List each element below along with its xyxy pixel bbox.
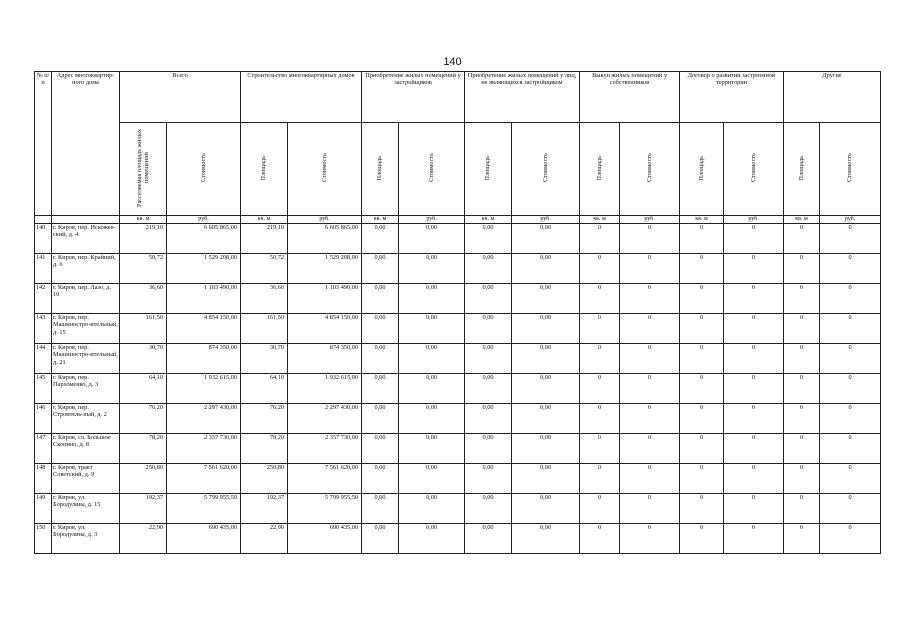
table-row	[35, 314, 881, 344]
row-acq-dev-cost: 0,00	[399, 314, 465, 344]
table-row	[35, 404, 881, 434]
row-acq-dev-cost: 0,00	[399, 464, 465, 494]
row-area: 250,80	[120, 464, 167, 494]
row-buyout-cost: 0	[620, 464, 680, 494]
row-other-cost: 0	[820, 254, 881, 284]
row-buyout-cost: 0	[620, 374, 680, 404]
row-acq-dev-cost: 0,00	[399, 434, 465, 464]
row-other-area: 0	[784, 224, 820, 254]
header-total: Всего	[120, 72, 241, 123]
row-acq-nondev-cost: 0,00	[512, 464, 580, 494]
row-cost: 1 529 208,00	[167, 254, 241, 284]
row-acq-dev-cost: 0,00	[399, 344, 465, 374]
header-address: Адрес многоквартир-ного дома	[52, 72, 120, 216]
row-other-area: 0	[784, 254, 820, 284]
row-other-cost: 0	[820, 404, 881, 434]
row-address: г. Киров, пер. Искожев-ский, д. 4	[52, 224, 120, 254]
row-acq-dev-cost: 0,00	[399, 224, 465, 254]
row-acq-nondev-cost: 0,00	[512, 524, 580, 554]
row-area: 76,20	[120, 404, 167, 434]
row-buyout-cost: 0	[620, 224, 680, 254]
row-other-area: 0	[784, 344, 820, 374]
row-acq-dev-cost: 0,00	[399, 524, 465, 554]
row-num: 148	[35, 464, 52, 494]
row-buyout-cost: 0	[620, 434, 680, 464]
table-row	[35, 374, 881, 404]
header-dev-contract: Договор о развитии застроенной территории	[680, 72, 784, 123]
row-construction-cost: 2 297 430,00	[288, 404, 362, 434]
table-row	[35, 524, 881, 554]
row-acq-dev-cost: 0,00	[399, 404, 465, 434]
row-buyout-area: 0	[580, 494, 620, 524]
row-dev-contract-cost: 0	[724, 524, 784, 554]
subheader-area: Площадь	[784, 123, 820, 216]
row-other-cost: 0	[820, 464, 881, 494]
row-num: 147	[35, 434, 52, 464]
row-buyout-cost: 0	[620, 284, 680, 314]
row-cost: 2 297 430,00	[167, 404, 241, 434]
subheader-area: Площадь	[580, 123, 620, 216]
row-acq-dev-area: 0,00	[362, 224, 399, 254]
row-other-area: 0	[784, 464, 820, 494]
table-row	[35, 464, 881, 494]
table-row	[35, 494, 881, 524]
row-dev-contract-cost: 0	[724, 314, 784, 344]
table-row	[35, 434, 881, 464]
table-row	[35, 284, 881, 314]
row-num: 144	[35, 344, 52, 374]
row-buyout-cost: 0	[620, 254, 680, 284]
row-other-cost: 0	[820, 494, 881, 524]
row-acq-nondev-cost: 0,00	[512, 404, 580, 434]
subheader-cost: Стоимость	[288, 123, 362, 216]
unit-sqm: кв. м	[362, 216, 399, 224]
page-number: 140	[443, 56, 462, 68]
row-dev-contract-cost: 0	[724, 374, 784, 404]
row-dev-contract-area: 0	[680, 344, 724, 374]
row-buyout-cost: 0	[620, 404, 680, 434]
subheader-area: Площадь	[465, 123, 512, 216]
row-acq-dev-area: 0,00	[362, 404, 399, 434]
row-acq-dev-area: 0,00	[362, 494, 399, 524]
header-acq-developers: Приобретение жилых помещений у застройщиков	[362, 72, 465, 123]
row-cost: 6 605 865,00	[167, 224, 241, 254]
row-acq-nondev-area: 0,00	[465, 284, 512, 314]
row-construction-cost: 1 103 490,00	[288, 284, 362, 314]
row-num: 140	[35, 224, 52, 254]
row-construction-area: 219,10	[241, 224, 288, 254]
unit-rub: руб.	[512, 216, 580, 224]
unit-empty	[52, 216, 120, 224]
row-address: г. Киров, пер. Пархоменко, д. 3	[52, 374, 120, 404]
row-buyout-area: 0	[580, 314, 620, 344]
unit-sqm: кв. м	[241, 216, 288, 224]
subheader-cost: Стоимость	[167, 123, 241, 216]
row-num: 150	[35, 524, 52, 554]
row-construction-cost: 2 357 730,00	[288, 434, 362, 464]
unit-sqm: кв. м	[784, 216, 820, 224]
unit-sqm: кв. м	[680, 216, 724, 224]
row-dev-contract-area: 0	[680, 464, 724, 494]
row-area: 192,37	[120, 494, 167, 524]
row-buyout-cost: 0	[620, 314, 680, 344]
row-acq-nondev-cost: 0,00	[512, 254, 580, 284]
subheader-area: Площадь	[362, 123, 399, 216]
row-acq-dev-cost: 0,00	[399, 494, 465, 524]
row-address: г. Киров, ул. Бородулина, д. 3	[52, 524, 120, 554]
row-cost: 2 357 730,00	[167, 434, 241, 464]
unit-rub: руб.	[167, 216, 241, 224]
row-acq-nondev-area: 0,00	[465, 224, 512, 254]
row-buyout-area: 0	[580, 464, 620, 494]
row-buyout-area: 0	[580, 374, 620, 404]
row-acq-nondev-area: 0,00	[465, 374, 512, 404]
row-dev-contract-cost: 0	[724, 404, 784, 434]
unit-empty	[35, 216, 52, 224]
row-acq-dev-area: 0,00	[362, 464, 399, 494]
row-buyout-cost: 0	[620, 524, 680, 554]
row-dev-contract-area: 0	[680, 524, 724, 554]
subheader-cost: Стоимость	[820, 123, 881, 216]
row-num: 142	[35, 284, 52, 314]
row-acq-nondev-area: 0,00	[465, 314, 512, 344]
row-address: г. Киров, пер. Строитель-ный, д. 2	[52, 404, 120, 434]
unit-rub: руб.	[724, 216, 784, 224]
row-area: 22,90	[120, 524, 167, 554]
row-dev-contract-area: 0	[680, 254, 724, 284]
subheader-cost: Стоимость	[620, 123, 680, 216]
row-cost: 4 854 150,00	[167, 314, 241, 344]
row-num: 141	[35, 254, 52, 284]
header-acq-nondevelopers: Приобретение жилых помещений у лиц, не являющихся застройщиком	[465, 72, 580, 123]
row-acq-nondev-area: 0,00	[465, 494, 512, 524]
row-construction-area: 64,10	[241, 374, 288, 404]
row-construction-cost: 874 350,00	[288, 344, 362, 374]
row-acq-nondev-cost: 0,00	[512, 494, 580, 524]
row-acq-dev-cost: 0,00	[399, 374, 465, 404]
row-area: 36,60	[120, 284, 167, 314]
row-dev-contract-cost: 0	[724, 494, 784, 524]
unit-rub: руб.	[820, 216, 881, 224]
row-dev-contract-area: 0	[680, 314, 724, 344]
row-dev-contract-area: 0	[680, 494, 724, 524]
row-cost: 874 350,00	[167, 344, 241, 374]
row-num: 145	[35, 374, 52, 404]
row-dev-contract-area: 0	[680, 374, 724, 404]
row-cost: 1 932 615,00	[167, 374, 241, 404]
row-buyout-area: 0	[580, 524, 620, 554]
row-dev-contract-cost: 0	[724, 284, 784, 314]
row-area: 30,70	[120, 344, 167, 374]
unit-rub: руб.	[620, 216, 680, 224]
table-row	[35, 344, 881, 374]
row-dev-contract-area: 0	[680, 284, 724, 314]
row-buyout-area: 0	[580, 224, 620, 254]
row-dev-contract-cost: 0	[724, 464, 784, 494]
row-address: г. Киров, пер. Лазо, д. 10	[52, 284, 120, 314]
row-buyout-area: 0	[580, 344, 620, 374]
row-area: 161,50	[120, 314, 167, 344]
row-other-cost: 0	[820, 434, 881, 464]
row-other-area: 0	[784, 314, 820, 344]
row-num: 146	[35, 404, 52, 434]
resettlement-table	[34, 71, 881, 554]
row-other-area: 0	[784, 374, 820, 404]
header-buyout: Выкуп жилых помещений у собственников	[580, 72, 680, 123]
row-other-cost: 0	[820, 374, 881, 404]
row-acq-nondev-cost: 0,00	[512, 284, 580, 314]
row-buyout-area: 0	[580, 434, 620, 464]
row-cost: 5 799 955,50	[167, 494, 241, 524]
row-construction-cost: 1 932 615,00	[288, 374, 362, 404]
row-buyout-area: 0	[580, 284, 620, 314]
row-dev-contract-area: 0	[680, 224, 724, 254]
unit-sqm: кв. м	[580, 216, 620, 224]
row-other-cost: 0	[820, 224, 881, 254]
row-acq-dev-area: 0,00	[362, 284, 399, 314]
row-construction-cost: 4 854 150,00	[288, 314, 362, 344]
row-address: г. Киров, ул. Бородулина, д. 15	[52, 494, 120, 524]
row-cost: 7 561 620,00	[167, 464, 241, 494]
unit-sqm: кв. м	[120, 216, 167, 224]
subheader-cost: Стоимость	[512, 123, 580, 216]
table-row	[35, 254, 881, 284]
row-address: г. Киров, пер. Машиностро-ительный, д. 21	[52, 344, 120, 374]
row-acq-nondev-area: 0,00	[465, 464, 512, 494]
row-buyout-cost: 0	[620, 344, 680, 374]
unit-sqm: кв. м	[465, 216, 512, 224]
row-acq-nondev-area: 0,00	[465, 434, 512, 464]
unit-rub: руб.	[399, 216, 465, 224]
row-construction-cost: 5 799 955,50	[288, 494, 362, 524]
subheader-cost: Стоимость	[399, 123, 465, 216]
row-other-cost: 0	[820, 314, 881, 344]
row-construction-area: 76,20	[241, 404, 288, 434]
subheader-area: Площадь	[680, 123, 724, 216]
row-acq-nondev-area: 0,00	[465, 404, 512, 434]
row-dev-contract-area: 0	[680, 434, 724, 464]
row-buyout-area: 0	[580, 404, 620, 434]
row-acq-dev-area: 0,00	[362, 314, 399, 344]
row-dev-contract-cost: 0	[724, 224, 784, 254]
row-construction-area: 50,72	[241, 254, 288, 284]
row-other-cost: 0	[820, 284, 881, 314]
row-other-cost: 0	[820, 344, 881, 374]
row-other-area: 0	[784, 434, 820, 464]
row-construction-area: 161,50	[241, 314, 288, 344]
header-num: № п/п	[35, 72, 52, 216]
row-buyout-area: 0	[580, 254, 620, 284]
row-area: 64,10	[120, 374, 167, 404]
row-acq-dev-area: 0,00	[362, 524, 399, 554]
row-acq-dev-area: 0,00	[362, 344, 399, 374]
row-dev-contract-cost: 0	[724, 254, 784, 284]
subheader-cost: Стоимость	[724, 123, 784, 216]
row-construction-area: 36,60	[241, 284, 288, 314]
row-acq-dev-cost: 0,00	[399, 284, 465, 314]
row-construction-cost: 1 529 208,00	[288, 254, 362, 284]
row-dev-contract-cost: 0	[724, 434, 784, 464]
row-construction-cost: 7 561 620,00	[288, 464, 362, 494]
row-address: г. Киров, пер. Машиностро-ительный, д. 15	[52, 314, 120, 344]
row-acq-nondev-cost: 0,00	[512, 344, 580, 374]
row-construction-area: 250,80	[241, 464, 288, 494]
row-construction-area: 78,20	[241, 434, 288, 464]
row-address: г. Киров, сл. Большое Скопино, д. 8	[52, 434, 120, 464]
row-acq-nondev-area: 0,00	[465, 524, 512, 554]
row-acq-dev-cost: 0,00	[399, 254, 465, 284]
row-buyout-cost: 0	[620, 494, 680, 524]
subheader-area: Площадь	[241, 123, 288, 216]
row-cost: 690 435,00	[167, 524, 241, 554]
row-construction-area: 30,70	[241, 344, 288, 374]
row-acq-nondev-cost: 0,00	[512, 374, 580, 404]
row-num: 149	[35, 494, 52, 524]
row-other-area: 0	[784, 524, 820, 554]
row-area: 78,20	[120, 434, 167, 464]
row-construction-cost: 6 605 865,00	[288, 224, 362, 254]
row-dev-contract-area: 0	[680, 404, 724, 434]
row-cost: 1 103 490,00	[167, 284, 241, 314]
unit-rub: руб.	[288, 216, 362, 224]
row-area: 219,10	[120, 224, 167, 254]
subheader-resettled-area: Расселяемая площадь жилых помещений	[120, 123, 167, 216]
row-acq-nondev-area: 0,00	[465, 344, 512, 374]
row-area: 50,72	[120, 254, 167, 284]
row-construction-cost: 690 435,00	[288, 524, 362, 554]
header-other: Другие	[784, 72, 881, 123]
row-construction-area: 22,90	[241, 524, 288, 554]
row-acq-nondev-cost: 0,00	[512, 434, 580, 464]
row-acq-dev-area: 0,00	[362, 434, 399, 464]
row-construction-area: 192,37	[241, 494, 288, 524]
row-address: г. Киров, тракт Советский, д. 9	[52, 464, 120, 494]
row-address: г. Киров, пер. Крайний, д. 6	[52, 254, 120, 284]
header-construction: Строительство многоквартирных домов	[241, 72, 362, 123]
row-other-area: 0	[784, 404, 820, 434]
row-other-area: 0	[784, 284, 820, 314]
row-acq-nondev-cost: 0,00	[512, 224, 580, 254]
row-acq-nondev-cost: 0,00	[512, 314, 580, 344]
table-row	[35, 224, 881, 254]
row-other-cost: 0	[820, 524, 881, 554]
row-num: 143	[35, 314, 52, 344]
row-other-area: 0	[784, 494, 820, 524]
row-acq-dev-area: 0,00	[362, 254, 399, 284]
row-dev-contract-cost: 0	[724, 344, 784, 374]
row-acq-nondev-area: 0,00	[465, 254, 512, 284]
row-acq-dev-area: 0,00	[362, 374, 399, 404]
